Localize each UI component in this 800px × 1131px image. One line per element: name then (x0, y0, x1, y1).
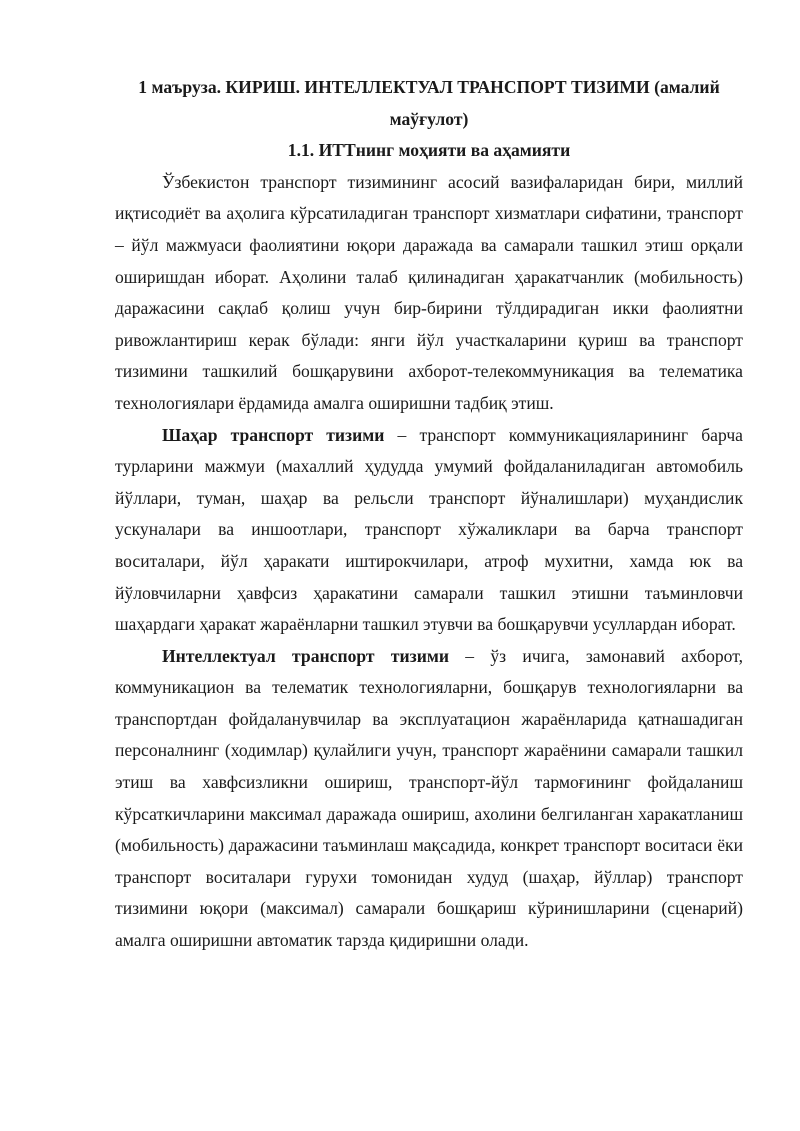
document-body (115, 72, 743, 957)
term-urban-transport-system: Шаҳар транспорт тизими (162, 424, 385, 445)
paragraph-urban-transport-definition (115, 420, 743, 641)
paragraph-its-definition (115, 641, 743, 957)
paragraph-its-body: – ўз ичига, замонавий ахборот, коммуникацион ва телематик технологияларни, бошқарув технологияларни ва транспортдан фойдаланувчилар ва эксплуатацион жараёнларида қатнашадиган персоналнинг (ходимлар) қулайлиги учун, транспорт жараёнини самарали ташкил этиш ва хавфсизликни ошириш, транспорт-йўл тармоғининг фойдаланиш кўрсаткичларини максимал даражада ошириш, ахолини белгиланган харакатланиш (мобильность) даражасини таъминлаш мақсадида, конкрет транспорт воситаси ёки транспорт воситалари гурухи томонидан худуд (шаҳар, йўллар) транспорт тизимини юқори (максимал) самарали бошқариш кўринишларини (сценарий) амалга оширишни автоматик тарзда қидиришни олади. (115, 645, 743, 951)
paragraph-intro: Ўзбекистон транспорт тизимининг асосий вазифаларидан бири, миллий иқтисодиёт ва аҳолига кўрсатиладиган транспорт хизматлари сифатини, транспорт – йўл мажмуаси фаолиятини юқори даражада ва самарали ташкил этиш орқали оширишдан иборат. Аҳолини талаб қилинадиган ҳаракатчанлик (мобильность) даражасини сақлаб қолиш учун бир-бирини тўлдирадиган икки фаолиятни ривожлантириш керак бўлади: янги йўл участкаларини қуриш ва транспорт тизимини ташкилий бошқарувини ахборот-телекоммуникация ва телематика технологиялари ёрдамида амалга оширишни тадбиқ этиш. (115, 171, 743, 413)
section-heading: 1.1. ИТТнинг моҳияти ва аҳамияти (287, 140, 571, 161)
term-intelligent-transport-system: Интеллектуал транспорт тизими (162, 645, 449, 666)
lecture-title: 1 маъруза. КИРИШ. ИНТЕЛЛЕКТУАЛ ТРАНСПОРТ ТИЗИМИ (амалий маўғулот) (138, 77, 720, 129)
paragraph-urban-transport-body: – транспорт коммуникацияларининг барча турларини мажмуи (махаллий ҳудудда умумий фойдаланиладиган автомобиль йўллари, туман, шаҳар ва рельсли транспорт йўналишлари) муҳандислик ускуналари ва иншоотлари, транспорт хўжаликлари ва барча транспорт воситалари, йўл ҳаракати иштирокчилари, атроф мухитни, хамда юк ва йўловчиларни ҳавфсиз ҳаракатини самарали ташкил этишни таъминловчи шаҳардаги ҳаракат жараёнларни ташкил этувчи ва бошқарувчи усуллардан иборат. (115, 424, 743, 635)
